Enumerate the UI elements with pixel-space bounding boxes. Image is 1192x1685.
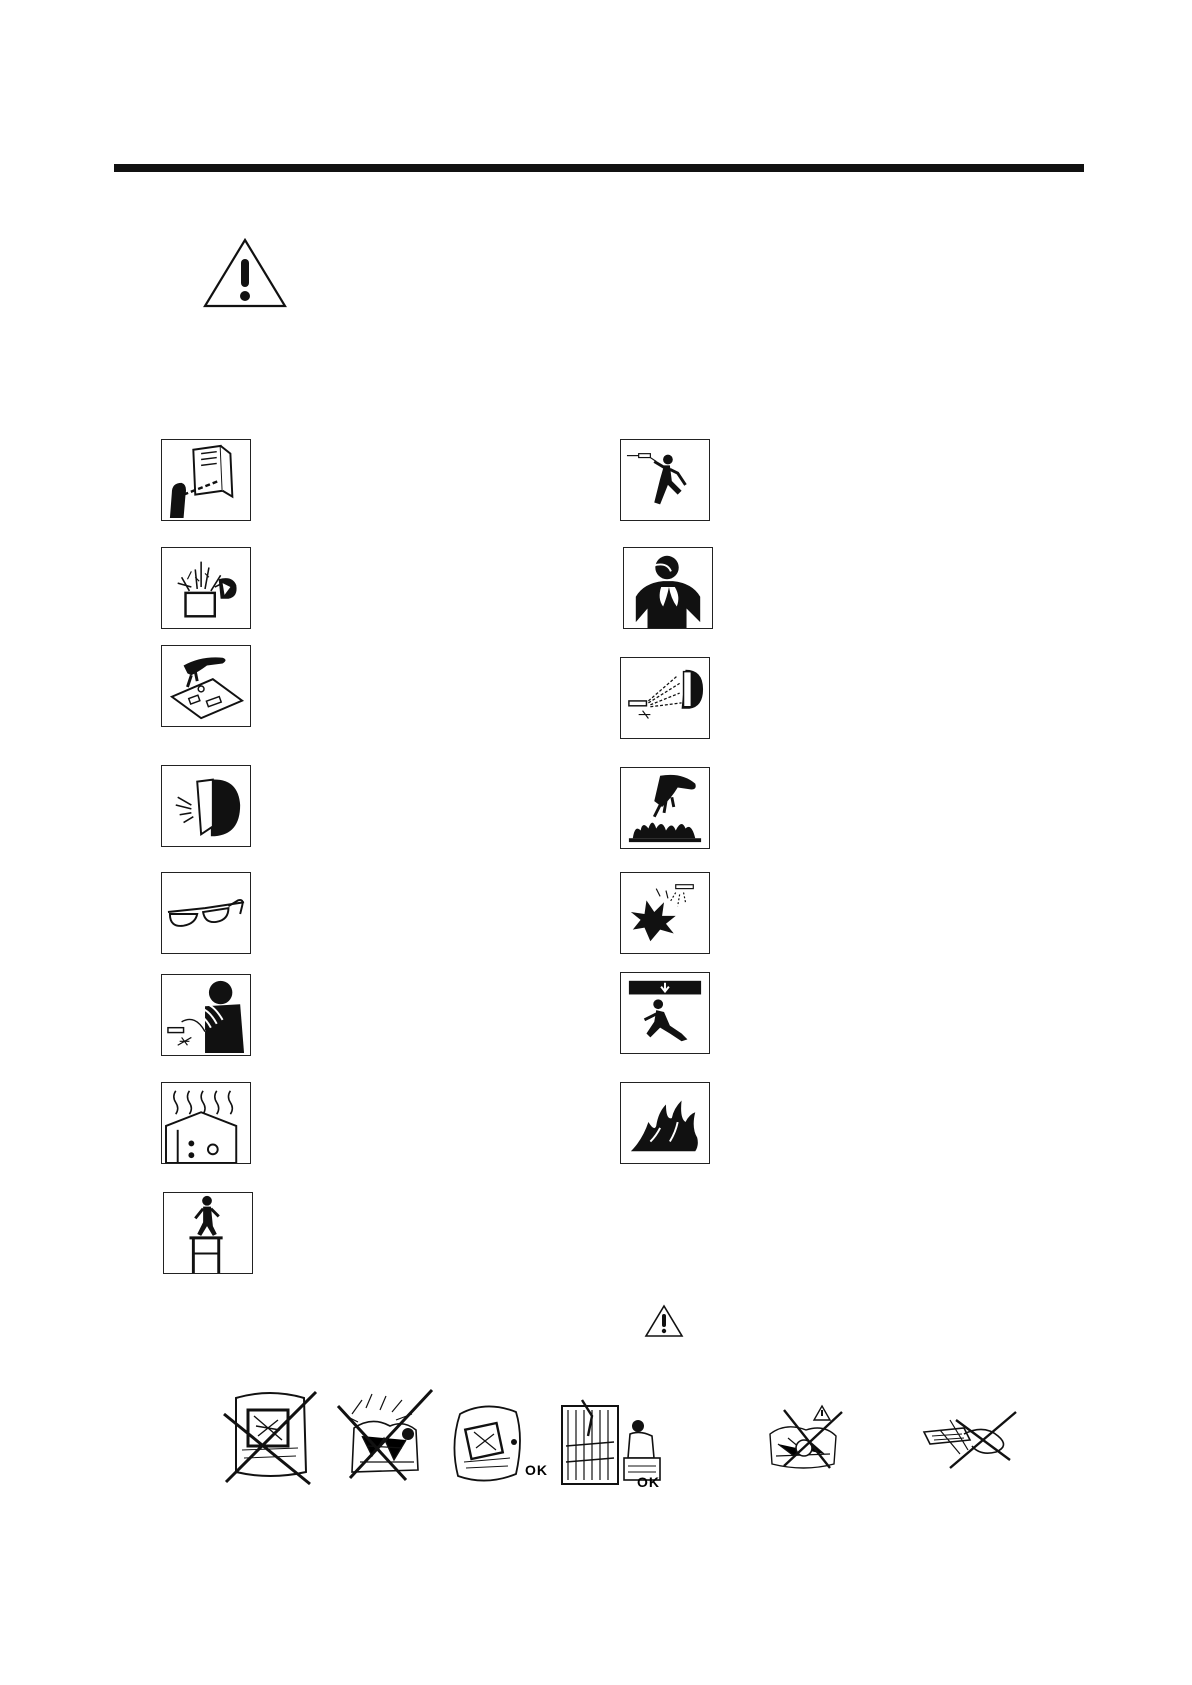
warning-triangle-icon: [202, 237, 288, 309]
safety-glasses-icon: [161, 872, 251, 954]
face-shield-icon: [161, 765, 251, 847]
falling-person-icon: [620, 972, 710, 1054]
welding-helmet-crossed-icon: [218, 1386, 324, 1486]
machine-heat-icon: [161, 1082, 251, 1164]
emf-radiation-icon: [161, 974, 251, 1056]
read-manual-icon: [161, 439, 251, 521]
sparks-explosion-icon: [620, 872, 710, 954]
ok-label-2: OK: [637, 1474, 660, 1490]
flames-icon: [620, 1082, 710, 1164]
person-on-ladder-icon: [163, 1192, 253, 1274]
arc-rays-face-icon: [620, 657, 710, 739]
fumes-scene-crossed-icon: [332, 1386, 438, 1486]
hot-surface-fire-icon: [620, 767, 710, 849]
fumes-breathing-icon: [623, 547, 713, 629]
small-warning-triangle-icon: [644, 1304, 684, 1343]
ok-label: OK: [525, 1462, 548, 1478]
electric-shock-icon: [620, 439, 710, 521]
hazard-scene-crossed-icon: [764, 1404, 844, 1472]
header-rule: [114, 164, 1084, 172]
battery-explosion-icon: [161, 547, 251, 629]
hot-parts-hand-icon: [161, 645, 251, 727]
cables-crossed-icon: [920, 1406, 1018, 1472]
welding-helmet-ok-icon: [446, 1398, 526, 1488]
